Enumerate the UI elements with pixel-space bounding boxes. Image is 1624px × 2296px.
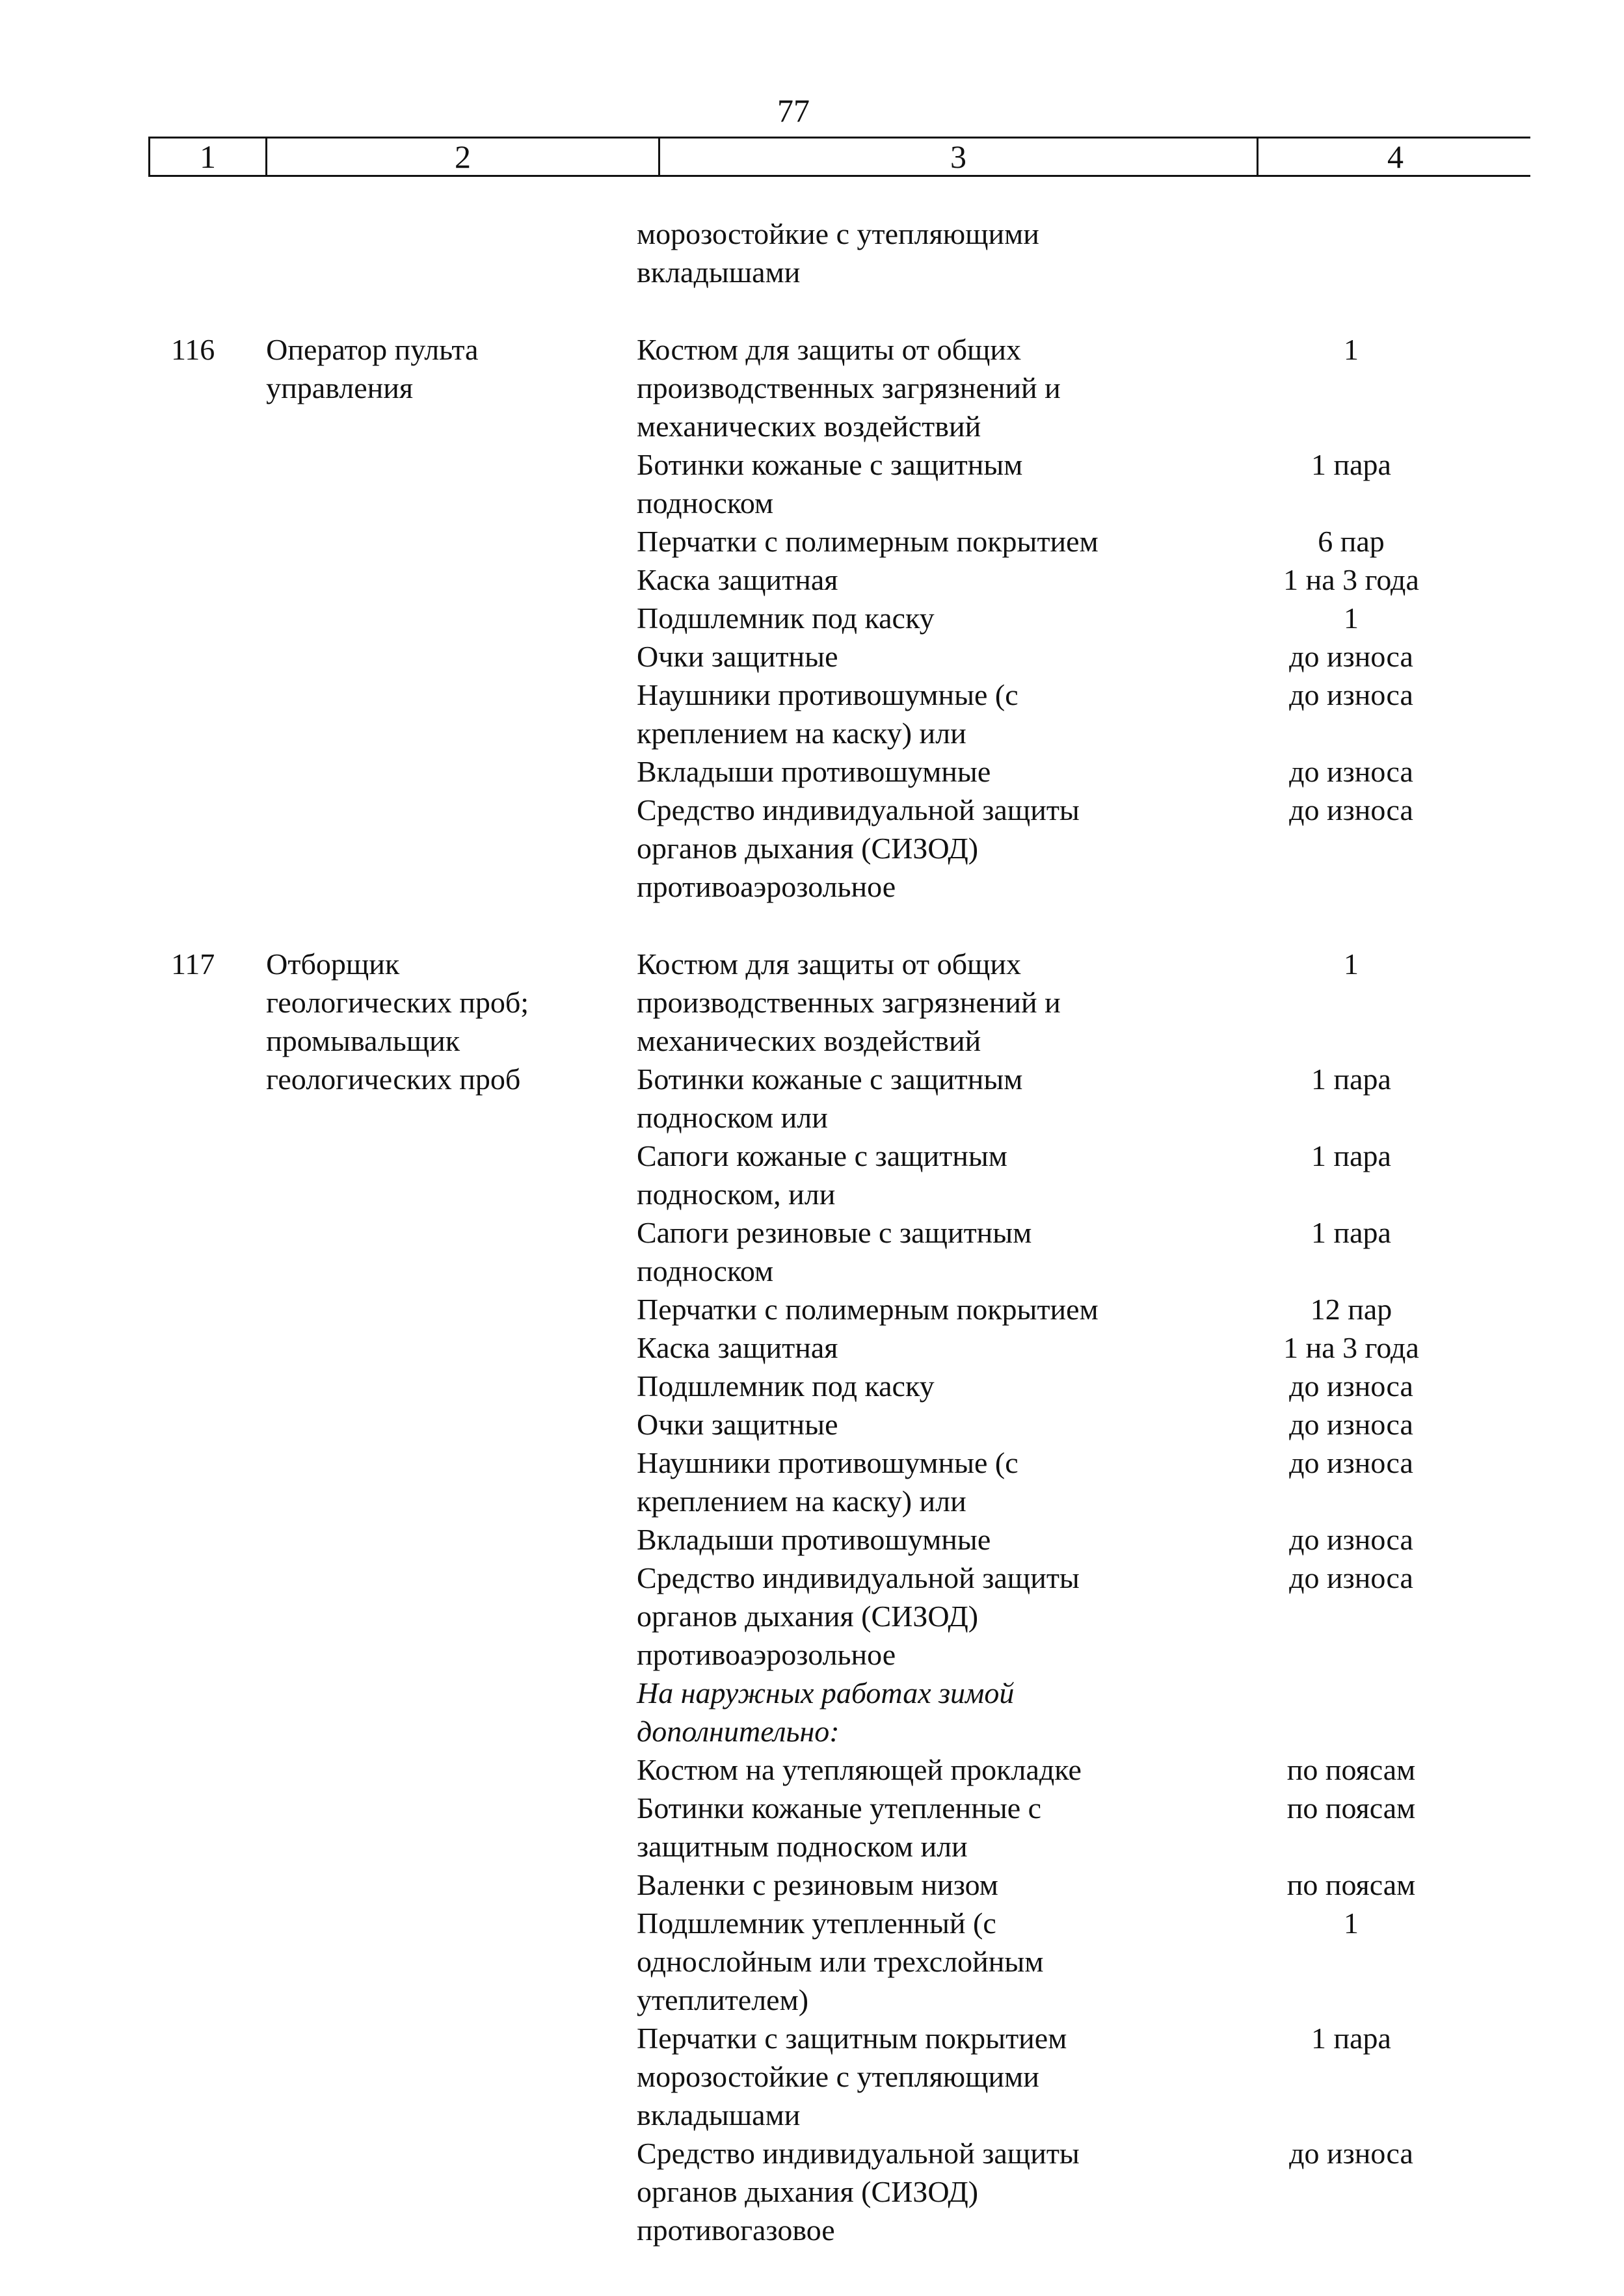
item-quantity: по поясам xyxy=(1286,1753,1416,1786)
item-name: Перчатки с полимерным покрытием xyxy=(637,525,1098,558)
item-name: Подшлемник утепленный (с однослойным или трехслойным утеплителем) xyxy=(637,1907,1044,2016)
item-quantity: до износа xyxy=(1289,1523,1413,1556)
item-row xyxy=(629,1520,1530,1559)
item-name: Костюм для защиты от общих производственных загрязнений и механических воздействий xyxy=(637,947,1061,1057)
column-header-2: 2 xyxy=(267,139,660,175)
items-column xyxy=(629,215,1530,291)
table-body xyxy=(148,215,1530,2249)
item-name: Подшлемник под каску xyxy=(637,601,935,635)
item-row xyxy=(629,1137,1530,1213)
item-quantity: 12 пар xyxy=(1310,1293,1392,1326)
item-quantity: до износа xyxy=(1289,1408,1413,1441)
item-name: Очки защитные xyxy=(637,1408,838,1441)
item-quantity: 1 на 3 года xyxy=(1283,563,1419,596)
item-quantity: до износа xyxy=(1289,2137,1413,2170)
item-row xyxy=(629,330,1530,445)
section-note: На наружных работах зимой дополнительно: xyxy=(637,1676,1015,1748)
item-name: Перчатки с защитным покрытием морозостойкие с утепляющими вкладышами xyxy=(637,2022,1067,2131)
item-quantity: 1 пара xyxy=(1311,1216,1391,1249)
item-row xyxy=(629,1559,1530,1674)
item-name: Каска защитная xyxy=(637,563,838,596)
item-name: Валенки с резиновым низом xyxy=(637,1868,998,1901)
item-quantity: 1 xyxy=(1344,333,1359,366)
table-row xyxy=(148,330,1530,906)
item-row xyxy=(629,561,1530,599)
item-name: Вкладыши противошумные xyxy=(637,755,991,788)
item-name: Ботинки кожаные с защитным подноском или xyxy=(637,1062,1023,1134)
item-quantity: до износа xyxy=(1289,640,1413,673)
item-row xyxy=(629,522,1530,561)
table-row xyxy=(148,945,1530,2249)
item-name: Ботинки кожаные с защитным подноском xyxy=(637,448,1023,520)
item-row xyxy=(629,1750,1530,1789)
items-column xyxy=(629,330,1530,906)
item-row xyxy=(629,1060,1530,1137)
item-quantity: 1 xyxy=(1344,947,1359,981)
item-row xyxy=(629,1866,1530,1904)
item-quantity: до износа xyxy=(1289,755,1413,788)
item-quantity: до износа xyxy=(1289,678,1413,711)
continuation-row xyxy=(148,215,1530,291)
item-name: Наушники противошумные (с креплением на каску) или xyxy=(637,678,1018,750)
item-row xyxy=(629,1367,1530,1405)
item-name: морозостойкие с утепляющими вкладышами xyxy=(637,217,1039,289)
item-quantity: 1 xyxy=(1344,1907,1359,1940)
item-row xyxy=(629,1904,1530,2019)
item-name: Перчатки с полимерным покрытием xyxy=(637,1293,1098,1326)
item-name: Каска защитная xyxy=(637,1331,838,1364)
item-quantity: 6 пар xyxy=(1318,525,1385,558)
item-row xyxy=(629,791,1530,906)
item-quantity: 1 на 3 года xyxy=(1283,1331,1419,1364)
item-quantity: 1 xyxy=(1344,601,1359,635)
row-number: 117 xyxy=(171,947,215,981)
item-quantity: до износа xyxy=(1289,1369,1413,1403)
item-name: Ботинки кожаные утепленные с защитным подноском или xyxy=(637,1791,1042,1863)
item-name: Средство индивидуальной защиты органов дыхания (СИЗОД) противогазовое xyxy=(637,2137,1080,2247)
item-name: Костюм на утепляющей прокладке xyxy=(637,1753,1082,1786)
item-name: Костюм для защиты от общих производственных загрязнений и механических воздействий xyxy=(637,333,1061,443)
item-name: Сапоги кожаные с защитным подноском, или xyxy=(637,1139,1007,1211)
item-quantity: до износа xyxy=(1289,793,1413,826)
item-row xyxy=(629,599,1530,637)
items-column xyxy=(629,945,1530,2249)
item-row xyxy=(629,2019,1530,2134)
item-row xyxy=(629,1789,1530,1866)
item-name: Подшлемник под каску xyxy=(637,1369,935,1403)
item-quantity: 1 пара xyxy=(1311,1139,1391,1172)
item-row xyxy=(629,1328,1530,1367)
column-header-3: 3 xyxy=(660,139,1258,175)
item-quantity: по поясам xyxy=(1286,1791,1416,1825)
item-name: Средство индивидуальной защиты органов дыхания (СИЗОД) противоаэрозольное xyxy=(637,1561,1080,1671)
item-quantity: до износа xyxy=(1289,1446,1413,1479)
column-header-row xyxy=(148,137,1530,177)
item-row xyxy=(629,215,1530,291)
item-quantity: 1 пара xyxy=(1311,2022,1391,2055)
item-name: Очки защитные xyxy=(637,640,838,673)
column-header-1: 1 xyxy=(150,139,267,175)
row-gap xyxy=(148,291,1530,330)
item-quantity: до износа xyxy=(1289,1561,1413,1594)
item-quantity: 1 пара xyxy=(1311,448,1391,481)
item-row xyxy=(629,676,1530,752)
item-row xyxy=(629,752,1530,791)
item-row xyxy=(629,2134,1530,2249)
item-name: Наушники противошумные (с креплением на каску) или xyxy=(637,1446,1018,1518)
item-name: Вкладыши противошумные xyxy=(637,1523,991,1556)
item-name: Сапоги резиновые с защитным подноском xyxy=(637,1216,1032,1287)
item-row xyxy=(629,1444,1530,1520)
item-row xyxy=(629,445,1530,522)
profession-name: Отборщик геологических проб; промывальщик геологических проб xyxy=(266,947,529,1096)
column-header-4: 4 xyxy=(1387,139,1404,175)
item-row xyxy=(629,1290,1530,1328)
page-number: 77 xyxy=(777,92,810,129)
item-name: Средство индивидуальной защиты органов дыхания (СИЗОД) противоаэрозольное xyxy=(637,793,1080,903)
item-row xyxy=(629,1674,1530,1750)
row-gap xyxy=(148,906,1530,945)
item-row xyxy=(629,1405,1530,1444)
item-row xyxy=(629,945,1530,1060)
item-quantity: 1 пара xyxy=(1311,1062,1391,1096)
item-quantity: по поясам xyxy=(1286,1868,1416,1901)
profession-name: Оператор пульта управления xyxy=(266,333,479,404)
row-number: 116 xyxy=(171,333,215,366)
item-row xyxy=(629,1213,1530,1290)
item-row xyxy=(629,637,1530,676)
